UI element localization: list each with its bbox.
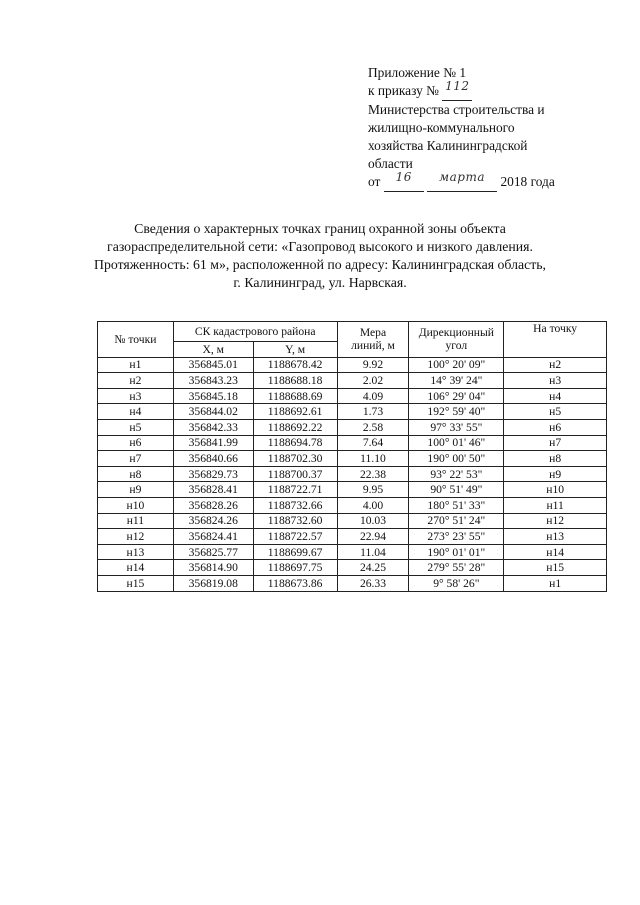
point-cell: н14 (98, 560, 174, 576)
x-coord-cell: 356844.02 (173, 404, 253, 420)
x-coord-cell: 356824.26 (173, 513, 253, 529)
point-cell: н10 (98, 497, 174, 513)
length-cell: 7.64 (337, 435, 409, 451)
order-prefix: к приказу № (368, 83, 439, 98)
angle-cell: 270° 51' 24" (409, 513, 504, 529)
ministry-line-3: хозяйства Калининградской (368, 138, 528, 153)
table-row (98, 482, 607, 498)
length-cell: 24.25 (337, 560, 409, 576)
ministry-line-4: области (368, 156, 413, 171)
x-coord-cell: 356841.99 (173, 435, 253, 451)
to-point-cell: н10 (504, 482, 607, 498)
length-cell: 9.95 (337, 482, 409, 498)
date-suffix: 2018 года (500, 174, 555, 189)
point-cell: н15 (98, 575, 174, 591)
angle-cell: 190° 00' 50" (409, 451, 504, 467)
to-point-cell: н2 (504, 357, 607, 373)
x-coord-cell: 356843.23 (173, 373, 253, 389)
angle-cell: 100° 01' 46" (409, 435, 504, 451)
point-cell: н9 (98, 482, 174, 498)
x-coord-cell: 356828.41 (173, 482, 253, 498)
table-row (98, 435, 607, 451)
y-coord-cell: 1188732.66 (253, 497, 337, 513)
y-coord-cell: 1188678.42 (253, 357, 337, 373)
table-row (98, 404, 607, 420)
angle-cell: 9° 58' 26" (409, 575, 504, 591)
x-coord-cell: 356814.90 (173, 560, 253, 576)
order-reference (368, 79, 608, 101)
y-coord-cell: 1188722.71 (253, 482, 337, 498)
length-cell: 22.38 (337, 466, 409, 482)
x-coord-cell: 356828.26 (173, 497, 253, 513)
y-coord-cell: 1188699.67 (253, 544, 337, 560)
y-coord-cell: 1188702.30 (253, 451, 337, 467)
angle-cell: 192° 59' 40" (409, 404, 504, 420)
angle-cell: 180° 51' 33" (409, 497, 504, 513)
title-line-2: газораспределительной сети: «Газопровод высокого и низкого давления. (107, 239, 533, 254)
y-coord-cell: 1188692.61 (253, 404, 337, 420)
handwritten-date-month: марта (427, 173, 497, 192)
length-cell: 4.00 (337, 497, 409, 513)
x-coord-cell: 356819.08 (173, 575, 253, 591)
length-cell: 9.92 (337, 357, 409, 373)
length-cell: 22.94 (337, 529, 409, 545)
length-cell: 11.10 (337, 451, 409, 467)
length-cell: 26.33 (337, 575, 409, 591)
x-coord-cell: 356824.41 (173, 529, 253, 545)
y-coord-cell: 1188692.22 (253, 419, 337, 435)
ministry-line-2: жилищно-коммунального (368, 120, 515, 135)
y-coord-cell: 1188700.37 (253, 466, 337, 482)
ministry-line-1: Министерства строительства и (368, 102, 545, 117)
y-coord-cell: 1188697.75 (253, 560, 337, 576)
header-y: Y, м (253, 342, 337, 358)
handwritten-order-number: 112 (442, 82, 472, 101)
table-row (98, 529, 607, 545)
angle-cell: 106° 29' 04" (409, 388, 504, 404)
to-point-cell: н11 (504, 497, 607, 513)
angle-cell: 97° 33' 55" (409, 419, 504, 435)
table-row (98, 544, 607, 560)
to-point-cell: н8 (504, 451, 607, 467)
x-coord-cell: 356845.18 (173, 388, 253, 404)
length-cell: 11.04 (337, 544, 409, 560)
point-cell: н4 (98, 404, 174, 420)
x-coord-cell: 356840.66 (173, 451, 253, 467)
length-cell: 1.73 (337, 404, 409, 420)
header-x: X, м (173, 342, 253, 358)
title-line-1: Сведения о характерных точках границ охранной зоны объекта (134, 221, 506, 236)
angle-cell: 14° 39' 24" (409, 373, 504, 389)
y-coord-cell: 1188688.18 (253, 373, 337, 389)
angle-cell: 273° 23' 55" (409, 529, 504, 545)
table-row (98, 451, 607, 467)
to-point-cell: н12 (504, 513, 607, 529)
x-coord-cell: 356845.01 (173, 357, 253, 373)
to-point-cell: н14 (504, 544, 607, 560)
to-point-cell: н9 (504, 466, 607, 482)
y-coord-cell: 1188688.69 (253, 388, 337, 404)
point-cell: н6 (98, 435, 174, 451)
point-cell: н13 (98, 544, 174, 560)
table-row (98, 373, 607, 389)
table-row (98, 497, 607, 513)
table-row (98, 357, 607, 373)
to-point-cell: н6 (504, 419, 607, 435)
to-point-cell: н3 (504, 373, 607, 389)
table-row (98, 575, 607, 591)
to-point-cell: н1 (504, 575, 607, 591)
appendix-header (368, 64, 608, 192)
table-row (98, 388, 607, 404)
angle-cell: 93° 22' 53" (409, 466, 504, 482)
angle-cell: 90° 51' 49" (409, 482, 504, 498)
header-point: № точки (98, 322, 174, 358)
x-coord-cell: 356825.77 (173, 544, 253, 560)
header-coord-system: СК кадастрового района (173, 322, 337, 342)
document-title (80, 220, 560, 292)
angle-cell: 279° 55' 28" (409, 560, 504, 576)
point-cell: н7 (98, 451, 174, 467)
appendix-number: Приложение № 1 (368, 65, 467, 80)
point-cell: н11 (98, 513, 174, 529)
header-angle: Дирекционный угол (409, 322, 504, 358)
y-coord-cell: 1188732.60 (253, 513, 337, 529)
order-date (368, 170, 608, 192)
length-cell: 10.03 (337, 513, 409, 529)
header-length: Мера линий, м (337, 322, 409, 358)
length-cell: 2.02 (337, 373, 409, 389)
to-point-cell: н4 (504, 388, 607, 404)
title-line-3: Протяженность: 61 м», расположенной по адресу: Калининградская область, (94, 257, 546, 272)
table-row (98, 419, 607, 435)
point-cell: н2 (98, 373, 174, 389)
handwritten-date-day: 16 (384, 173, 424, 192)
to-point-cell: н7 (504, 435, 607, 451)
y-coord-cell: 1188722.57 (253, 529, 337, 545)
y-coord-cell: 1188673.86 (253, 575, 337, 591)
angle-cell: 190° 01' 01" (409, 544, 504, 560)
point-cell: н12 (98, 529, 174, 545)
to-point-cell: н15 (504, 560, 607, 576)
angle-cell: 100° 20' 09" (409, 357, 504, 373)
table-row (98, 560, 607, 576)
y-coord-cell: 1188694.78 (253, 435, 337, 451)
table-row (98, 513, 607, 529)
length-cell: 2.58 (337, 419, 409, 435)
table-body (98, 357, 607, 591)
title-line-4: г. Калининград, ул. Нарвская. (233, 275, 407, 290)
to-point-cell: н13 (504, 529, 607, 545)
x-coord-cell: 356829.73 (173, 466, 253, 482)
date-prefix: от (368, 174, 381, 189)
x-coord-cell: 356842.33 (173, 419, 253, 435)
header-to-point: На точку (504, 322, 607, 358)
to-point-cell: н5 (504, 404, 607, 420)
table-row (98, 466, 607, 482)
length-cell: 4.09 (337, 388, 409, 404)
boundary-points-table (97, 321, 607, 592)
point-cell: н8 (98, 466, 174, 482)
point-cell: н3 (98, 388, 174, 404)
point-cell: н1 (98, 357, 174, 373)
point-cell: н5 (98, 419, 174, 435)
